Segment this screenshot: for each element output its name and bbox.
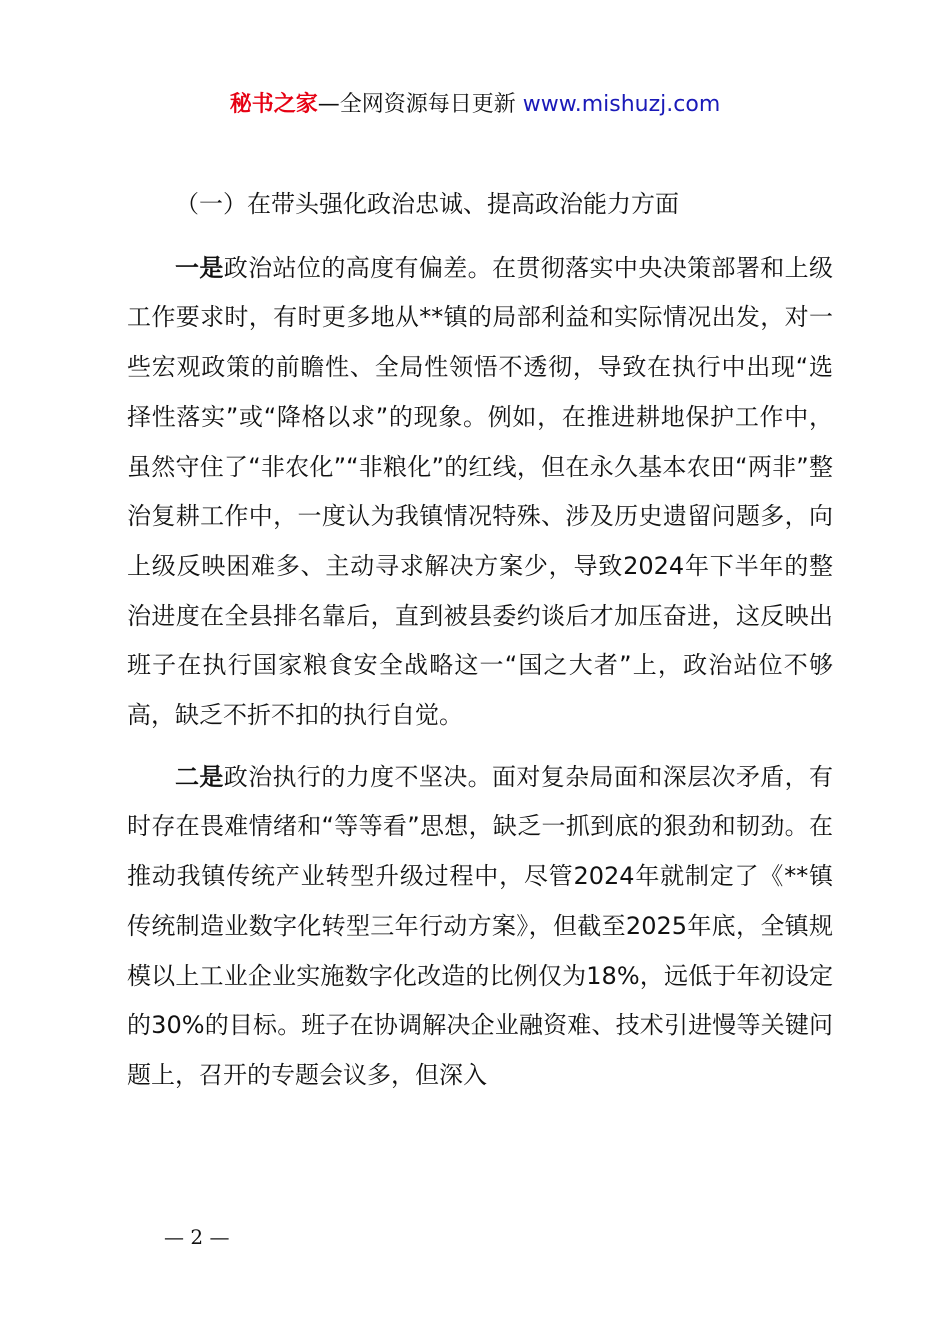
paragraph-1-lead: 一是 [175, 253, 224, 282]
site-url-link[interactable]: www.mishuzj.com [522, 92, 721, 117]
banner-slogan: —全网资源每日更新 [317, 92, 523, 117]
brand-name: 秘书之家 [229, 92, 318, 117]
section-heading: （一）在带头强化政治忠诚、提高政治能力方面 [175, 190, 679, 218]
page-number: — 2 — [164, 1225, 230, 1249]
paragraph-2-lead: 二是 [175, 762, 224, 791]
paragraph-2 [127, 753, 833, 1101]
site-banner [0, 88, 950, 122]
document-body [127, 180, 833, 1113]
paragraph-1-text: 政治站位的高度有偏差。在贯彻落实中央决策部署和上级工作要求时，有时更多地从**镇的局部利益和实际情况出发，对一些宏观政策的前瞻性、全局性领悟不透彻，导致在执行中出现“选择性落实”或“降格以求”的现象。例如，在推进耕地保护工作中，虽然守住了“非农化”“非粮化”的红线，但在永久基本农田“两非”整治复耕工作中，一度认为我镇情况特殊、涉及历史遗留问题多，向上级反映困难多、主动寻求解决方案少，导致2024年下半年的整治进度在全县排名靠后，直到被县委约谈后才加压奋进，这反映出班子在执行国家粮食安全战略这一“国之大者”上，政治站位不够高，缺乏不折不扣的执行自觉。 [127, 253, 834, 730]
paragraph-1 [127, 244, 833, 741]
paragraph-2-text: 政治执行的力度不坚决。面对复杂局面和深层次矛盾，有时存在畏难情绪和“等等看”思想，缺乏一抓到底的狠劲和韧劲。在推动我镇传统产业转型升级过程中，尽管2024年就制定了《**镇传统制造业数字化转型三年行动方案》，但截至2025年底，全镇规模以上工业企业实施数字化改造的比例仅为18%，远低于年初设定的30%的目标。班子在协调解决企业融资难、技术引进慢等关键问题上，召开的专题会议多，但深入 [127, 762, 834, 1089]
